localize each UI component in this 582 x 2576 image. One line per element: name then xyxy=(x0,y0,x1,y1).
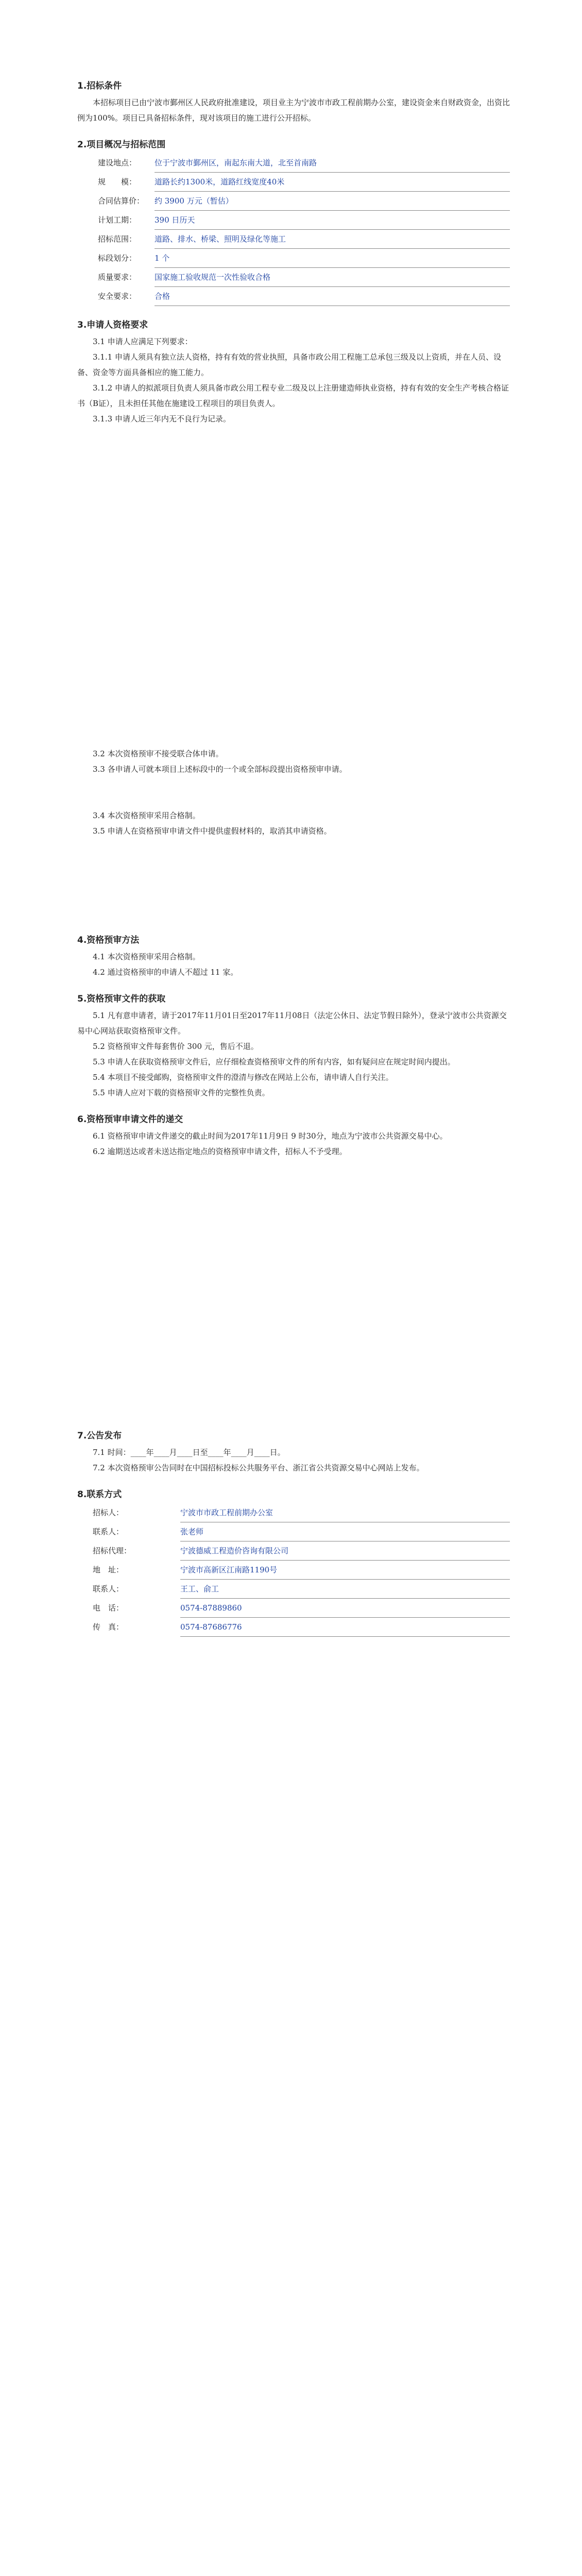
paragraph: 5.3 申请人在获取资格预审文件后，应仔细检查资格预审文件的所有内容，如有疑问应在规定时间内提出。 xyxy=(93,1057,455,1066)
info-row xyxy=(77,230,510,249)
paragraph: 3.5 申请人在资格预审申请文件中提供虚假材料的，取消其申请资格。 xyxy=(93,826,332,836)
section-7 xyxy=(77,1427,510,1476)
info-row xyxy=(77,192,510,211)
label: 联系人： xyxy=(93,1584,124,1594)
section-title: 4.资格预审方法 xyxy=(77,935,140,945)
section-8 xyxy=(77,1486,510,1637)
section-title: 2.项目概况与招标范围 xyxy=(77,140,166,150)
value: 宁波市市政工程前期办公室 xyxy=(180,1503,510,1522)
value: 390 日历天 xyxy=(155,211,510,230)
paragraph: 4.2 通过资格预审的申请人不超过 11 家。 xyxy=(93,968,238,977)
value: 0574-87889860 xyxy=(180,1599,510,1618)
contact-row xyxy=(77,1522,510,1541)
paragraph: 3.2 本次资格预审不接受联合体申请。 xyxy=(93,749,224,758)
info-row xyxy=(77,268,510,287)
value: 道路长约1300米，道路红线宽度40米 xyxy=(155,173,510,192)
section-4 xyxy=(77,931,510,980)
info-row xyxy=(77,249,510,268)
paragraph: 3.1.2 申请人的拟派项目负责人须具备市政公用工程专业二级及以上注册建造师执业资格，持有有效的安全生产考核合格证书（B证），且未担任其他在施建设工程项目的项目负责人。 xyxy=(77,383,509,408)
paragraph: 4.1 本次资格预审采用合格制。 xyxy=(93,952,200,961)
info-row xyxy=(77,211,510,230)
label: 规 模： xyxy=(98,177,137,187)
info-row xyxy=(77,287,510,306)
section-title: 8.联系方式 xyxy=(77,1489,122,1500)
section-2 xyxy=(77,136,510,306)
paragraph: 3.1.1 申请人须具有独立法人资格，持有有效的营业执照，具备市政公用工程施工总承包三级及以上资质，并在人员、设备、资金等方面具备相应的施工能力。 xyxy=(77,352,501,377)
label: 电 话： xyxy=(93,1603,124,1613)
contact-row xyxy=(77,1503,510,1522)
paragraph: 5.5 申请人应对下载的资格预审文件的完整性负责。 xyxy=(93,1088,270,1097)
section-title: 1.招标条件 xyxy=(77,81,122,91)
contact-row xyxy=(77,1618,510,1637)
section-5 xyxy=(77,990,510,1100)
section-1 xyxy=(77,77,510,126)
paragraph: 6.2 逾期送达或者未送达指定地点的资格预审申请文件，招标人不予受理。 xyxy=(93,1147,347,1156)
label: 招标人： xyxy=(93,1508,124,1517)
value: 宁波市高新区江南路1190号 xyxy=(180,1561,510,1580)
paragraph: 7.1 时间：____年____月____日至____年____月____日。 xyxy=(93,1448,285,1457)
label: 质量要求： xyxy=(98,273,137,282)
label: 计划工期： xyxy=(98,215,137,225)
paragraph: 5.4 本项目不接受邮购，资格预审文件的澄清与修改在网站上公布，请申请人自行关注。 xyxy=(93,1073,393,1082)
section-title: 7.公告发布 xyxy=(77,1431,122,1441)
label: 联系人： xyxy=(93,1527,124,1536)
label: 招标范围： xyxy=(98,234,137,244)
value: 约 3900 万元（暂估） xyxy=(155,192,510,211)
contact-row xyxy=(77,1541,510,1561)
value: 位于宁波市鄞州区，南起东南大道，北至首南路 xyxy=(155,154,510,173)
section-6 xyxy=(77,1111,510,1159)
label: 安全要求： xyxy=(98,292,137,301)
value: 合格 xyxy=(155,287,510,306)
section-title: 3.申请人资格要求 xyxy=(77,320,148,330)
info-row xyxy=(77,173,510,192)
value: 道路、排水、桥梁、照明及绿化等施工 xyxy=(155,230,510,249)
info-row xyxy=(77,154,510,173)
section-title: 5.资格预审文件的获取 xyxy=(77,994,166,1004)
paragraph: 5.1 凡有意申请者，请于2017年11月01日至2017年11月08日（法定公休日、法定节假日除外），登录宁波市公共资源交易中心网站获取资格预审文件。 xyxy=(77,1011,507,1036)
paragraph: 3.1 申请人应满足下列要求： xyxy=(93,337,193,346)
paragraph: 3.3 各申请人可就本项目上述标段中的一个或全部标段提出资格预审申请。 xyxy=(93,765,347,774)
label: 建设地点： xyxy=(98,158,137,167)
contact-row xyxy=(77,1580,510,1599)
paragraph: 3.1.3 申请人近三年内无不良行为记录。 xyxy=(93,414,231,423)
paragraph: 6.1 资格预审申请文件递交的截止时间为2017年11月9日 9 时30分，地点为宁波市公共资源交易中心。 xyxy=(93,1131,448,1141)
value: 0574-87686776 xyxy=(180,1618,510,1637)
document xyxy=(77,77,510,1637)
label: 标段划分： xyxy=(98,253,137,263)
value: 宁波德威工程造价咨询有限公司 xyxy=(180,1541,510,1561)
label: 招标代理： xyxy=(93,1546,132,1555)
value: 王工、俞工 xyxy=(180,1580,510,1599)
paragraph: 本招标项目已由宁波市鄞州区人民政府批准建设，项目业主为宁波市市政工程前期办公室，建设资金来自财政资金，出资比例为100%。项目已具备招标条件，现对该项目的施工进行公开招标。 xyxy=(77,98,510,123)
paragraph: 5.2 资格预审文件每套售价 300 元，售后不退。 xyxy=(93,1042,259,1051)
contact-row xyxy=(77,1561,510,1580)
label: 地 址： xyxy=(93,1565,124,1574)
label: 合同估算价： xyxy=(98,196,145,206)
contact-row xyxy=(77,1599,510,1618)
value: 国家施工验收规范一次性验收合格 xyxy=(155,268,510,287)
paragraph: 3.4 本次资格预审采用合格制。 xyxy=(93,811,200,820)
label: 传 真： xyxy=(93,1622,124,1632)
section-3 xyxy=(77,316,510,839)
paragraph: 7.2 本次资格预审公告同时在中国招标投标公共服务平台、浙江省公共资源交易中心网站上发布。 xyxy=(93,1463,424,1472)
value: 张老师 xyxy=(180,1522,510,1541)
value: 1 个 xyxy=(155,249,510,268)
section-title: 6.资格预审申请文件的递交 xyxy=(77,1114,183,1125)
